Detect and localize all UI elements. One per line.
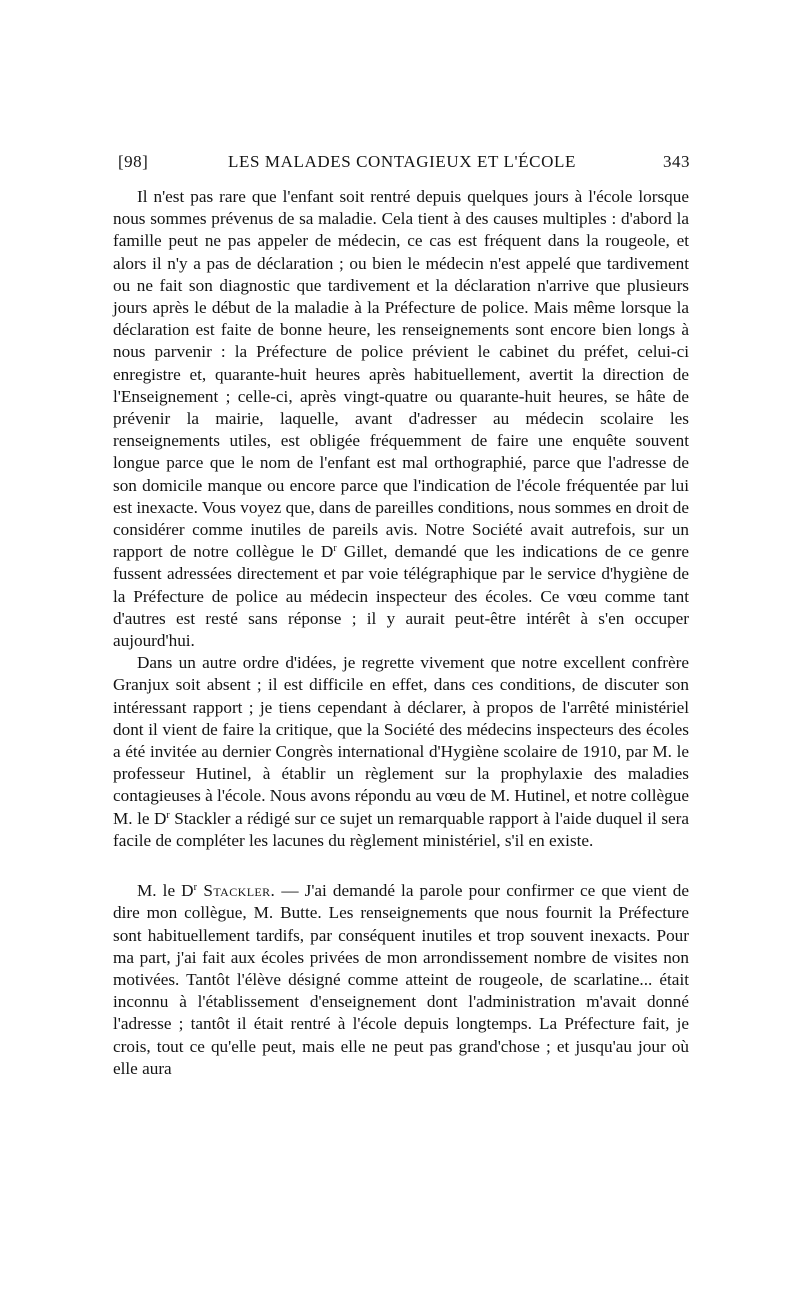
superscript: r bbox=[193, 882, 197, 894]
superscript: r bbox=[333, 543, 337, 555]
paragraph-text-continued: — J'ai demandé la parole pour confirmer ce que vient de dire mon collègue, M. Butte. Les renseignements que nous fournit la Préfecture sont habituellement tardifs, par conséquent inutiles et trop souvent inexacts. Pour ma part, j'ai fait aux écoles privées de mon arrondissement nombre de visites non motivées. Tantôt l'élève désigné comme atteint de rougeole, de scarlatine... était inconnu à l'établissement d'enseignement dont l'administration m'avait donné l'adresse ; tantôt il était rentré à l'école depuis longtemps. La Préfecture fait, je crois, tout ce qu'elle peut, mais elle ne peut pas grand'chose ; et jusqu'au jour où elle aura bbox=[113, 881, 689, 1078]
page-number: 343 bbox=[663, 152, 690, 171]
body-text bbox=[113, 186, 689, 1080]
superscript: r bbox=[166, 809, 170, 821]
running-head bbox=[110, 152, 690, 176]
paragraph-text: Il n'est pas rare que l'enfant soit rentré depuis quelques jours à l'école lorsque nous sommes prévenus de sa maladie. Cela tient à des causes multiples : d'abord la famille peut ne pas appeler de médecin, ce cas est fréquent dans la rougeole, et alors il n'y a pas de déclaration ; ou bien le médecin n'est appelé que tardivement ou ne fait son diagnostic que tardivement et la déclaration n'arrive que plusieurs jours après le début de la maladie à la Préfecture de police. Mais même lorsque la déclaration est faite de bonne heure, les renseignements sont encore bien longs à nous parvenir : la Préfecture de police prévient le cabinet du préfet, celui-ci enregistre et, quarante-huit heures après habituellement, avertit la direction de l'Enseignement ; celle-ci, après vingt-quatre ou quarante-huit heures, se hâte de prévenir la mairie, laquelle, avant d'adresser au médecin scolaire les renseignements utiles, est obligée fréquemment de faire une enquête souvent longue parce que le nom de l'enfant est mal orthographié, parce que l'adresse de son domicile manque ou encore parce que l'indication de l'école fréquentée par lui est inexacte. Vous voyez que, dans de pareilles conditions, nous sommes en droit de considérer comme inutiles de pareils avis. Notre Société avait autrefois, sur un rapport de notre collègue le D bbox=[113, 187, 689, 562]
section-number: [98] bbox=[118, 152, 149, 171]
paragraph bbox=[113, 186, 689, 652]
speaker-lead: M. le D bbox=[137, 881, 194, 901]
paragraph bbox=[113, 652, 689, 852]
speaker-paragraph bbox=[113, 880, 689, 1080]
paragraph-text: Dans un autre ordre d'idées, je regrette vivement que notre excellent confrère Granjux soit absent ; il est difficile en effet, dans ces conditions, de discuter son intéressant rapport ; je tiens cependant à déclarer, à propos de l'arrêté ministériel dont il vient de faire la critique, que la Société des médecins inspecteurs des écoles a été invitée au dernier Congrès international d'Hygiène scolaire de 1910, par M. le professeur Hutinel, à établir un règlement sur la prophylaxie des maladies contagieuses à l'école. Nous avons répondu au vœu de M. Hutinel, et notre collègue M. le D bbox=[113, 653, 689, 828]
speaker-name: Stackler. bbox=[196, 881, 276, 901]
paragraph-text-continued: Gillet, demandé que les indications de ce genre fussent adressées directement et par voie télégraphique par le service d'hygiène de la Préfecture de police au médecin inspecteur des écoles. Ce vœu comme tant d'autres est resté sans réponse ; il y aurait peut-être intérêt à s'en occuper aujourd'hui. bbox=[113, 542, 689, 651]
paragraph-text-continued: Stackler a rédigé sur ce sujet un remarquable rapport à l'aide duquel il sera facile de compléter les lacunes du règlement ministériel, s'il en existe. bbox=[113, 808, 689, 850]
running-title: LES MALADES CONTAGIEUX ET L'ÉCOLE bbox=[228, 152, 576, 171]
